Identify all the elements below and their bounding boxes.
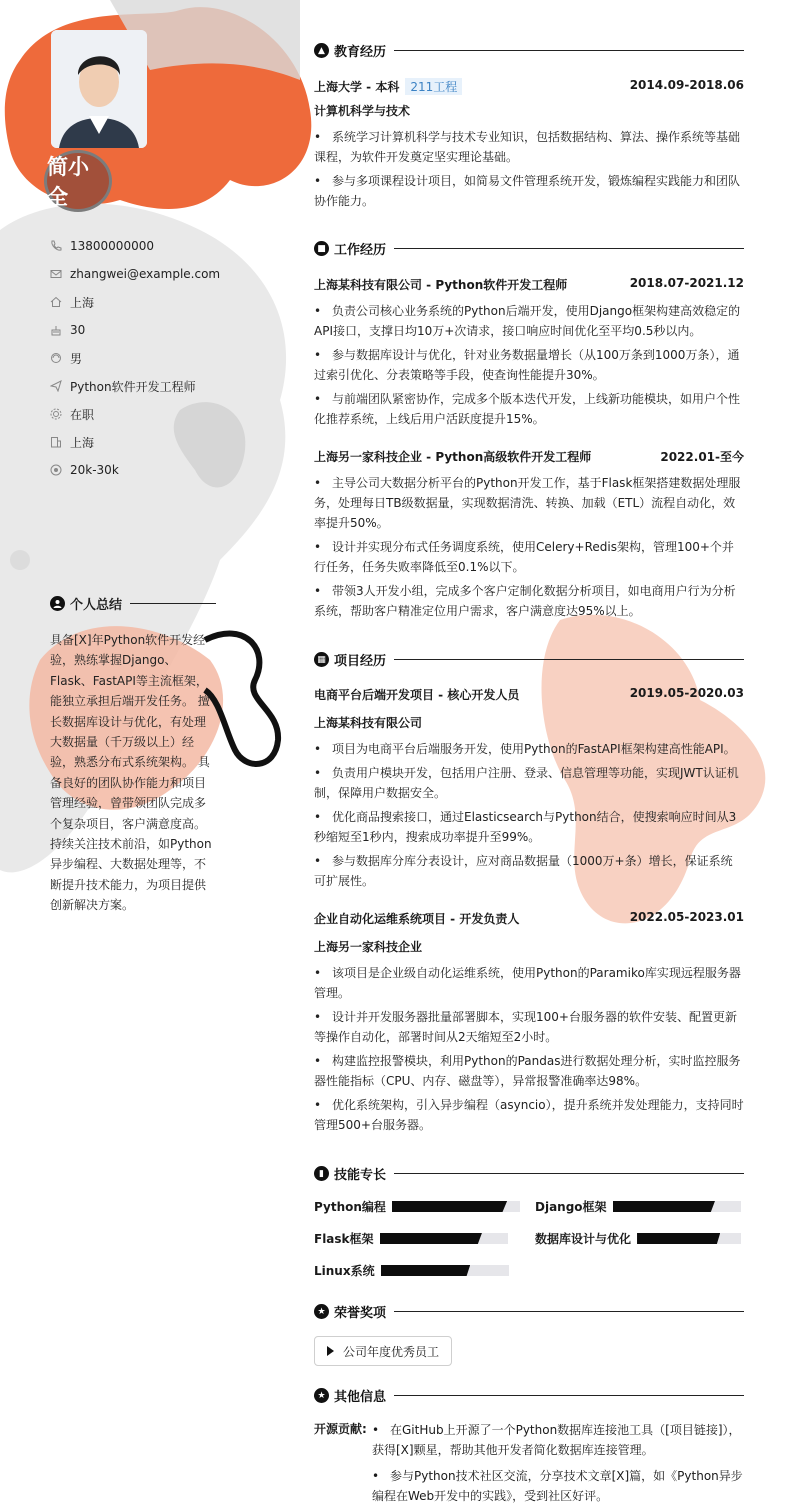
chart-icon: ▮ [314,1166,329,1181]
list-item: • 参与数据库设计与优化，针对业务数据量增长（从100万条到1000万条），通过索引优化、分表策略等手段，使查询性能提升30%。 [314,345,744,385]
skill-name: 数据库设计与优化 [535,1232,632,1246]
education-major: 计算机科学与技术 [314,104,411,118]
contact-age [50,316,220,344]
email-icon [50,268,62,280]
skill-bar-fill [392,1201,507,1212]
profile-photo [51,30,147,148]
divider [394,1395,744,1396]
education-header [314,78,744,95]
list-item: • 该项目是企业级自动化运维系统，使用Python的Paramiko库实现远程服务器管理。 [314,963,744,1003]
home-icon [50,296,62,308]
project-heading: 电商平台后端开发项目 - 核心开发人员 [314,688,520,702]
contact-salary [50,456,220,484]
list-item: • 与前端团队紧密协作，完成多个版本迭代开发，上线新功能模块，如用户个性化推荐系统，上线后用户活跃度提升15%。 [314,389,744,429]
list-item: • 参与Python技术社区交流，分享技术文章[X]篇，如《Python异步编程在Web开发中的实践》，受到社区好评。 [372,1466,744,1506]
job-heading: 上海某科技有限公司 - Python软件开发工程师 [314,278,568,292]
contact-position [50,372,220,400]
skills-section-title [314,1164,744,1183]
project-company: 上海某科技有限公司 [314,716,423,730]
skill-bar [392,1201,520,1212]
summary-text: 具备[X]年Python软件开发经验，熟练掌握Django、Flask、FastAPI等主流框架，能独立承担后端开发任务。 擅长数据库设计与优化，有处理大数据量（千万级以上）经验，熟悉分布式系统架构。 具备良好的团队协作能力和项目管理经验，曾带领团队完成多个复杂项目，客户满意度高。 持续关注技术前沿，如Python异步编程、大数据处理等，不断提升技术能力，为项目提供创新解决方案。 [50,633,212,913]
list-item: • 参与数据库分库分表设计，应对商品数据量（1000万+条）增长，保证系统可扩展性。 [314,851,744,891]
contact-value: zhangwei@example.com [70,267,221,281]
contact-email [50,260,220,288]
section-title-text: 教育经历 [334,45,387,60]
contact-value: 30 [70,323,86,337]
section-title-text: 项目经历 [334,654,387,669]
status-icon [50,408,62,420]
contact-city [50,428,220,456]
contact-value: 在职 [70,407,95,422]
job-header [314,448,744,465]
project-header [314,686,744,703]
name-badge: 简小全 [44,150,112,212]
list-item: • 设计并实现分布式任务调度系统，使用Celery+Redis架构，管理100+个并行任务，任务失败率降低至0.1%以下。 [314,537,744,577]
skill-bar-fill [380,1233,482,1244]
contact-value: 13800000000 [70,239,154,253]
projects-section-title [314,650,744,669]
job-header [314,276,744,293]
project-date: 2022.05-2023.01 [629,910,744,924]
contact-status [50,400,220,428]
skill-bar-fill [381,1265,471,1276]
sidebar [0,0,240,1512]
contact-value: 20k-30k [70,463,119,477]
gender-icon [50,352,62,364]
project-company: 上海另一家科技企业 [314,940,423,954]
divider [130,603,216,604]
contact-gender [50,344,220,372]
skill-item [314,1230,508,1247]
user-icon [50,596,65,611]
skill-name: Linux系统 [314,1264,375,1278]
contact-value: Python软件开发工程师 [70,379,196,394]
award-item [314,1336,452,1366]
skill-bar [613,1201,741,1212]
school-name: 上海大学 - 本科 [314,80,400,94]
list-item: • 项目为电商平台后端服务开发，使用Python的FastAPI框架构建高性能API。 [314,739,744,759]
skill-item [535,1230,741,1247]
section-title-text: 工作经历 [334,243,387,258]
section-title-text: 其他信息 [334,1390,387,1405]
divider [394,50,744,51]
divider [394,248,744,249]
list-item: • 负责用户模块开发，包括用户注册、登录、信息管理等功能，实现JWT认证机制，保障用户数据安全。 [314,763,744,803]
list-item: • 系统学习计算机科学与技术专业知识，包括数据结构、算法、操作系统等基础课程，为软件开发奠定坚实理论基础。 [314,127,744,167]
work-section-title [314,239,744,258]
skill-bar-fill [613,1201,715,1212]
list-item: • 设计并开发服务器批量部署脚本，实现100+台服务器的软件安装、配置更新等操作自动化，部署时间从2天缩短至2小时。 [314,1007,744,1047]
section-title-text: 荣誉奖项 [334,1306,387,1321]
summary-title-text: 个人总结 [70,598,123,613]
skill-bar [637,1233,741,1244]
contact-phone [50,232,220,260]
job-heading: 上海另一家科技企业 - Python高级软件开发工程师 [314,450,592,464]
age-icon [50,324,62,336]
education-school [314,78,462,95]
list-item: • 参与多项课程设计项目，如简易文件管理系统开发，锻炼编程实践能力和团队协作能力。 [314,171,744,211]
project-bullets [314,739,744,895]
job-bullets [314,301,744,433]
education-bullets [314,127,744,215]
other-bullets [372,1420,744,1512]
contact-value: 上海 [70,295,95,310]
school-tag: 211工程 [405,78,462,95]
project-bullets [314,963,744,1139]
play-icon [327,1346,334,1356]
contact-value: 上海 [70,435,95,450]
award-label: 公司年度优秀员工 [343,1344,440,1359]
other-section-title [314,1386,744,1405]
contact-list [50,232,220,484]
education-section-title [314,41,744,60]
job-date: 2018.07-2021.12 [629,276,744,290]
skill-bar [381,1265,509,1276]
skill-name: Flask框架 [314,1232,374,1246]
skill-bar [380,1233,508,1244]
project-date: 2019.05-2020.03 [629,686,744,700]
divider [394,1173,744,1174]
project-heading: 企业自动化运维系统项目 - 开发负责人 [314,912,520,926]
trophy-icon: ★ [314,1304,329,1319]
list-item: • 带领3人开发小组，完成多个客户定制化数据分析项目，如电商用户行为分析系统，帮助客户精准定位用户需求，客户满意度达95%以上。 [314,581,744,621]
list-item: • 优化系统架构，引入异步编程（asyncio），提升系统并发处理能力，支持同时管理500+台服务器。 [314,1095,744,1135]
job-date: 2022.01-至今 [660,450,744,464]
avatar [51,30,147,148]
divider [394,1311,744,1312]
info-icon: ★ [314,1388,329,1403]
skill-name: Django框架 [535,1200,607,1214]
skill-bar-fill [637,1233,720,1244]
graduation-cap-icon: ▲ [314,43,329,58]
building-icon [50,436,62,448]
contact-home [50,288,220,316]
send-icon [50,380,62,392]
phone-icon [50,240,62,252]
job-bullets [314,473,744,625]
skill-item [314,1262,509,1279]
contact-value: 男 [70,351,83,366]
divider [394,659,744,660]
salary-icon [50,464,62,476]
list-item: • 负责公司核心业务系统的Python后端开发，使用Django框架构建高效稳定的API接口，支撑日均10万+次请求，接口响应时间优化至平均0.5秒以内。 [314,301,744,341]
skill-name: Python编程 [314,1200,386,1214]
education-date: 2014.09-2018.06 [629,78,744,92]
list-item: • 优化商品搜索接口，通过Elasticsearch与Python结合，使搜索响应时间从3秒缩短至1秒内，搜索成功率提升至99%。 [314,807,744,847]
project-header [314,910,744,927]
other-label: 开源贡献: [314,1422,367,1436]
skill-item [535,1198,741,1215]
briefcase-icon: ■ [314,241,329,256]
list-item: • 构建监控报警模块，利用Python的Pandas进行数据处理分析，实时监控服务器性能指标（CPU、内存、磁盘等），异常报警准确率达98%。 [314,1051,744,1091]
awards-section-title [314,1302,744,1321]
list-item: • 主导公司大数据分析平台的Python开发工作，基于Flask框架搭建数据处理服务，处理每日TB级数据量，实现数据清洗、转换、加载（ETL）流程自动化，效率提升50%。 [314,473,744,533]
skill-item [314,1198,520,1215]
summary-title [50,594,216,613]
section-title-text: 技能专长 [334,1168,387,1183]
list-item: • 在GitHub上开源了一个Python数据库连接池工具（[项目链接]），获得[X]颗星，帮助其他开发者简化数据库连接管理。 [372,1420,744,1460]
grid-icon: ▦ [314,652,329,667]
